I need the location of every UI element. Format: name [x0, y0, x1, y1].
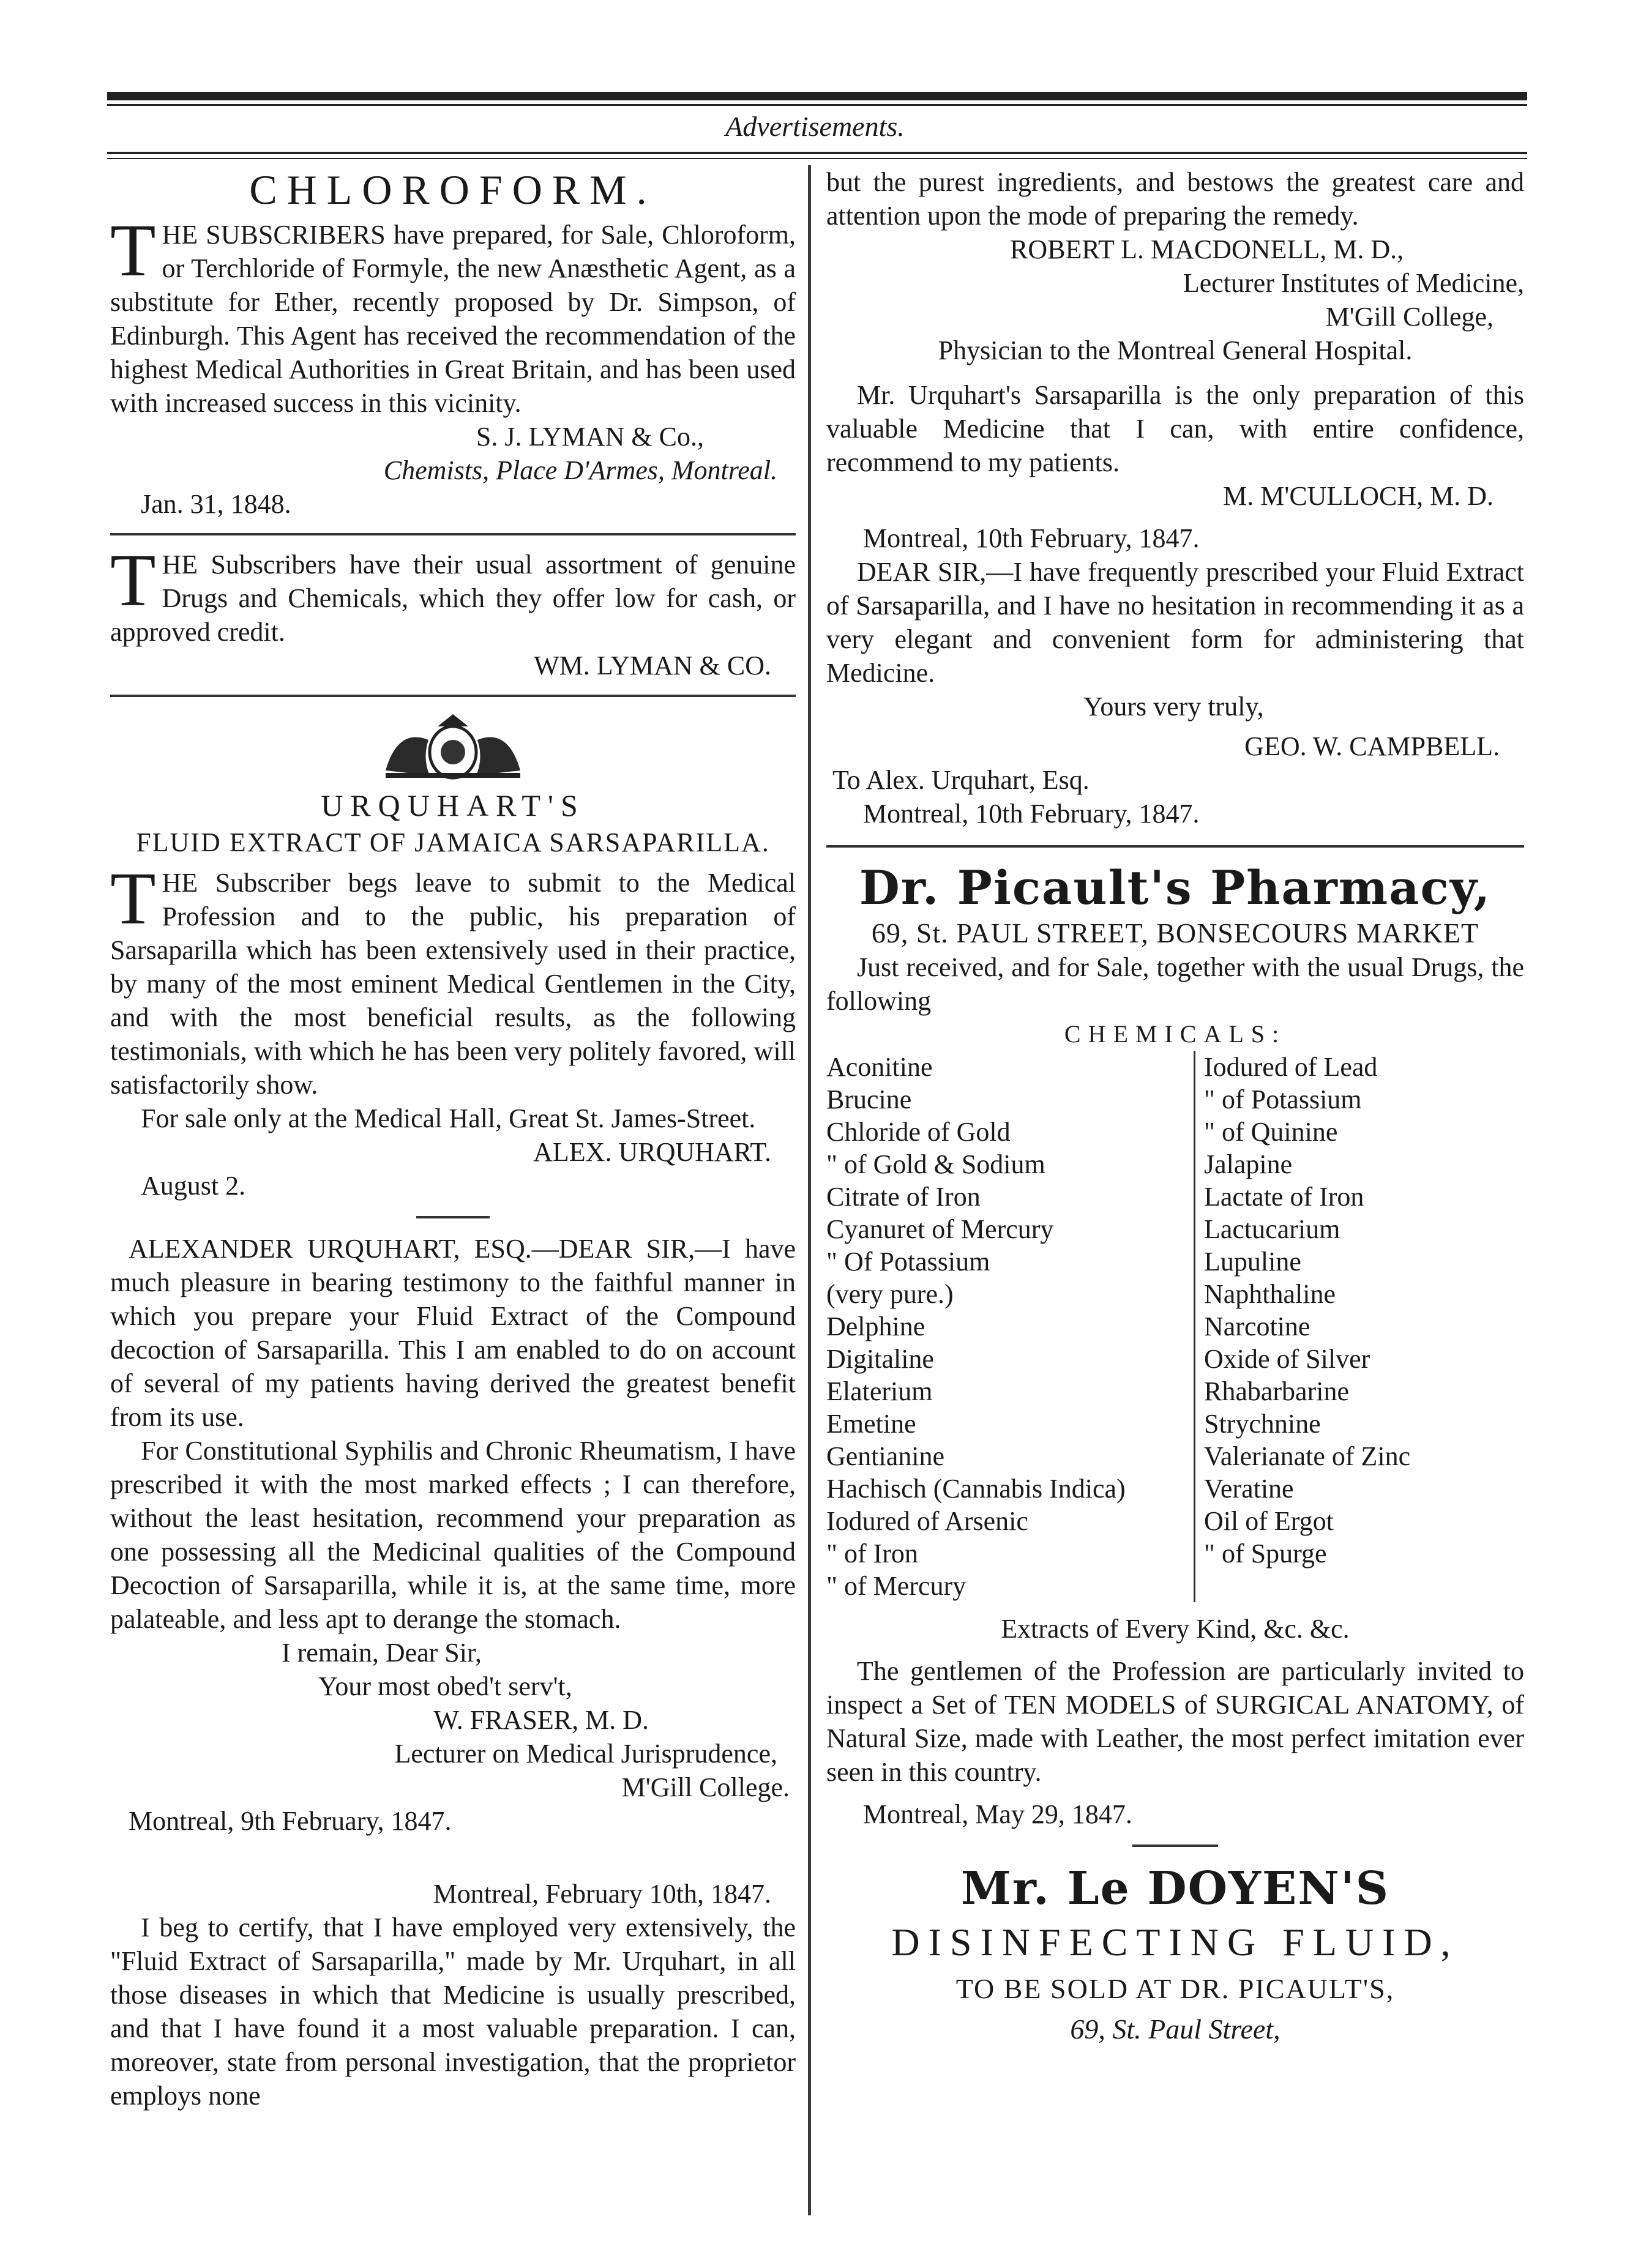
fraser-p1 [110, 1232, 796, 1434]
separator [110, 533, 796, 535]
chemical-item: Chloride of Gold [826, 1117, 1011, 1147]
mcculloch-signer: M. M'CULLOCH, M. D. [1223, 481, 1494, 511]
chemical-item: Aconitine [826, 1052, 933, 1082]
dropcap: T [110, 857, 156, 940]
fraser-letter [110, 1232, 796, 1838]
urquhart-body [110, 857, 796, 1102]
campbell-date: Montreal, 10th February, 1847. [863, 523, 1200, 553]
column-divider [808, 165, 811, 2215]
fraser-p1-text: I have much pleasure in bearing testimony to the faithful manner in which you prepare your Fluid Extract of the Compound decoction of Sarsaparilla. This I am enabled to do on account of several of my patients having derived the greatest benefit from its use. [110, 1234, 796, 1432]
chloroform-text: HE SUBSCRIBERS have prepared, for Sale, Chloroform, or Terchloride of Formyle, the new Anæsthetic Agent, as a substitute for Ether, recently proposed by Dr. Simpson, of Edinburgh. This Agent has received the recommendation of the highest Medical Authorities in Great Britain, and has been used with increased success in this vicinity. [110, 220, 796, 418]
chemical-item: Emetine [826, 1409, 916, 1439]
urquhart-ad [110, 709, 796, 1203]
macdonell-letter-end [826, 165, 1524, 367]
urquhart-date: August 2. [141, 1171, 246, 1201]
drugs-text: HE Subscribers have their usual assortment of genuine Drugs and Chemicals, which they offer low for cash, or approved credit. [110, 550, 796, 647]
chloroform-signer-location: Chemists, Place D'Armes, Montreal. [383, 455, 777, 485]
chemical-item: Iodured of Arsenic [826, 1506, 1028, 1536]
fraser-signer: W. FRASER, M. D. [433, 1705, 649, 1735]
chemical-item: " of Quinine [1204, 1117, 1338, 1147]
fraser-p2: For Constitutional Syphilis and Chronic Rheumatism, I have prescribed it with the most marked effects ; I can therefore, without the least hesitation, recommend your preparation as one possessing all the Medicinal qualities of the Compound Decoction of Sarsaparilla, while it is, at the same time, more palateable, and less apt to derange the stomach. [110, 1436, 796, 1634]
urquhart-text: HE Subscriber begs leave to submit to the Medical Profession and to the public, his preparation of Sarsaparilla which has been extensively used in their practice, by many of the most eminent Medical Gentlemen in the City, and with the most beneficial results, as the following testimonials, with which he has been very politely favored, will satisfactorily show. [110, 868, 796, 1100]
header-rule-2 [107, 158, 1527, 159]
separator [110, 695, 796, 697]
chemical-item: " of Gold & Sodium [826, 1149, 1045, 1179]
fraser-title1: Lecturer on Medical Jurisprudence, [394, 1739, 777, 1769]
chemical-item: Jalapine [1204, 1149, 1293, 1179]
fraser-closing1: I remain, Dear Sir, [282, 1638, 482, 1668]
drugs-signer: WM. LYMAN & CO. [534, 651, 771, 681]
mcculloch-letter [826, 378, 1524, 513]
chemical-item: Veratine [1204, 1474, 1294, 1504]
dropcap: T [110, 209, 156, 292]
campbell-date2: Montreal, 10th February, 1847. [863, 799, 1200, 829]
campbell-salutation: DEAR SIR,— [857, 557, 1014, 587]
chloroform-heading: CHLOROFORM. [249, 166, 657, 213]
chemical-item: Citrate of Iron [826, 1182, 981, 1212]
chemical-item: " of Spurge [1204, 1539, 1327, 1569]
left-column [110, 165, 796, 2113]
chloroform-body [110, 209, 796, 420]
top-rule-thin [107, 104, 1527, 106]
drugs-body [110, 539, 796, 649]
fraser-date: Montreal, 9th February, 1847. [129, 1806, 452, 1836]
chemicals-column-left [826, 1051, 1195, 1602]
chemicals-column-right [1195, 1051, 1410, 1602]
chemical-item: " Of Potassium [826, 1247, 990, 1277]
campbell-letter [826, 521, 1524, 830]
dropcap: T [110, 539, 156, 622]
chloroform-signer: S. J. LYMAN & Co., [476, 422, 704, 452]
fraser-title2: M'Gill College. [621, 1772, 790, 1802]
chemical-item: Oxide of Silver [1204, 1344, 1370, 1374]
chemical-item: Gentianine [826, 1441, 945, 1471]
chemical-item: " of Potassium [1204, 1084, 1362, 1114]
chemical-item: Valerianate of Zinc [1204, 1441, 1411, 1471]
short-separator [416, 1216, 490, 1218]
ledoyen-ad [826, 1860, 1524, 2049]
macdonell-body: I beg to certify, that I have employed very extensively, the "Fluid Extract of Sarsaparilla," made by Mr. Urquhart, in all those diseases in which that Medicine is usually prescribed, and that I have found it a most valuable preparation. I can, moreover, state from personal investigation, that the proprietor employs none [110, 1912, 796, 2111]
chemical-item: Rhabarbarine [1204, 1376, 1349, 1406]
ledoyen-address: 69, St. Paul Street, [1070, 2013, 1280, 2045]
picault-date: Montreal, May 29, 1847. [863, 1799, 1132, 1829]
campbell-body-text: I have frequently prescribed your Fluid Extract of Sarsaparilla, and I have no hesitation in recommending it as a very elegant and convenient form for administering that Medicine. [826, 557, 1525, 688]
ledoyen-subheading: DISINFECTING FLUID, [891, 1920, 1459, 1964]
macdonell-title3: Physician to the Montreal General Hospital. [938, 335, 1413, 365]
macdonell-signer: ROBERT L. MACDONELL, M. D., [1010, 234, 1404, 264]
chloroform-date: Jan. 31, 1848. [141, 489, 291, 519]
short-separator [1132, 1845, 1218, 1847]
picault-intro: Just received, and for Sale, together with the usual Drugs, the following [826, 952, 1524, 1016]
picault-address: 69, St. PAUL STREET, BONSECOURS MARKET [871, 917, 1479, 949]
chemical-item: Strychnine [1204, 1409, 1321, 1439]
right-column [826, 165, 1524, 2049]
chloroform-ad [110, 165, 796, 521]
chemical-item: Lupuline [1204, 1247, 1301, 1277]
urquhart-heading: URQUHART'S [321, 788, 585, 823]
chemical-item: Hachisch (Cannabis Indica) [826, 1474, 1126, 1504]
chemical-item: Elaterium [826, 1376, 933, 1406]
campbell-to: To Alex. Urquhart, Esq. [832, 765, 1090, 795]
macdonell-body-cont: but the purest ingredients, and bestows the greatest care and attention upon the mode of preparing the remedy. [826, 167, 1524, 231]
royal-crest-icon [361, 709, 545, 783]
header-rule [107, 152, 1527, 154]
chemicals-list [826, 1051, 1524, 1602]
campbell-closing: Yours very truly, [1083, 692, 1264, 722]
ledoyen-line: TO BE SOLD AT DR. PICAULT'S, [955, 1973, 1395, 2004]
macdonell-date: Montreal, February 10th, 1847. [433, 1879, 771, 1909]
campbell-body [826, 555, 1524, 690]
picault-heading: Dr. Picault's Pharmacy, [859, 860, 1492, 915]
urquhart-signer: ALEX. URQUHART. [533, 1137, 771, 1167]
picault-models: The gentlemen of the Profession are particularly invited to inspect a Set of TEN MODELS of SURGICAL ANATOMY, of Natural Size, made with Leather, the most perfect imitation ever seen in this country. [826, 1656, 1524, 1787]
ledoyen-heading: Mr. Le DOYEN'S [960, 1862, 1390, 1915]
macdonell-title1: Lecturer Institutes of Medicine, [1183, 268, 1524, 298]
chemical-item: Lactucarium [1204, 1214, 1340, 1244]
chemicals-heading: CHEMICALS: [1064, 1020, 1287, 1048]
chemical-item: Cyanuret of Mercury [826, 1214, 1054, 1244]
mcculloch-body: Mr. Urquhart's Sarsaparilla is the only preparation of this valuable Medicine that I can, with entire confidence, recommend to my patients. [826, 380, 1524, 477]
fraser-closing2: Your most obed't serv't, [318, 1671, 572, 1701]
macdonell-letter-start [110, 1877, 796, 2113]
picault-extracts: Extracts of Every Kind, &c. &c. [1001, 1614, 1350, 1644]
drugs-ad [110, 539, 796, 682]
urquhart-sale-note: For sale only at the Medical Hall, Great St. James-Street. [141, 1103, 756, 1133]
separator [826, 845, 1524, 848]
chemical-item: " of Mercury [826, 1571, 966, 1601]
fraser-salutation: ALEXANDER URQUHART, ESQ.—DEAR SIR,— [129, 1234, 722, 1264]
chemical-item: Digitaline [826, 1344, 934, 1374]
running-title: Advertisements. [725, 111, 905, 142]
macdonell-title2: M'Gill College, [1325, 302, 1494, 332]
chemical-item: Oil of Ergot [1204, 1506, 1334, 1536]
chemical-item: (very pure.) [826, 1279, 954, 1309]
chemical-item: " of Iron [826, 1539, 918, 1569]
top-rule [107, 92, 1527, 100]
chemical-item: Narcotine [1204, 1311, 1310, 1341]
urquhart-subheading: FLUID EXTRACT OF JAMAICA SARSAPARILLA. [136, 827, 770, 857]
chemical-item: Delphine [826, 1311, 925, 1341]
chemical-item: Lactate of Iron [1204, 1182, 1364, 1212]
chemical-item: Iodured of Lead [1204, 1052, 1378, 1082]
campbell-signer: GEO. W. CAMPBELL. [1244, 731, 1500, 761]
chemical-item: Naphthaline [1204, 1279, 1336, 1309]
picault-ad [826, 860, 1524, 1831]
chemical-item: Brucine [826, 1084, 912, 1114]
